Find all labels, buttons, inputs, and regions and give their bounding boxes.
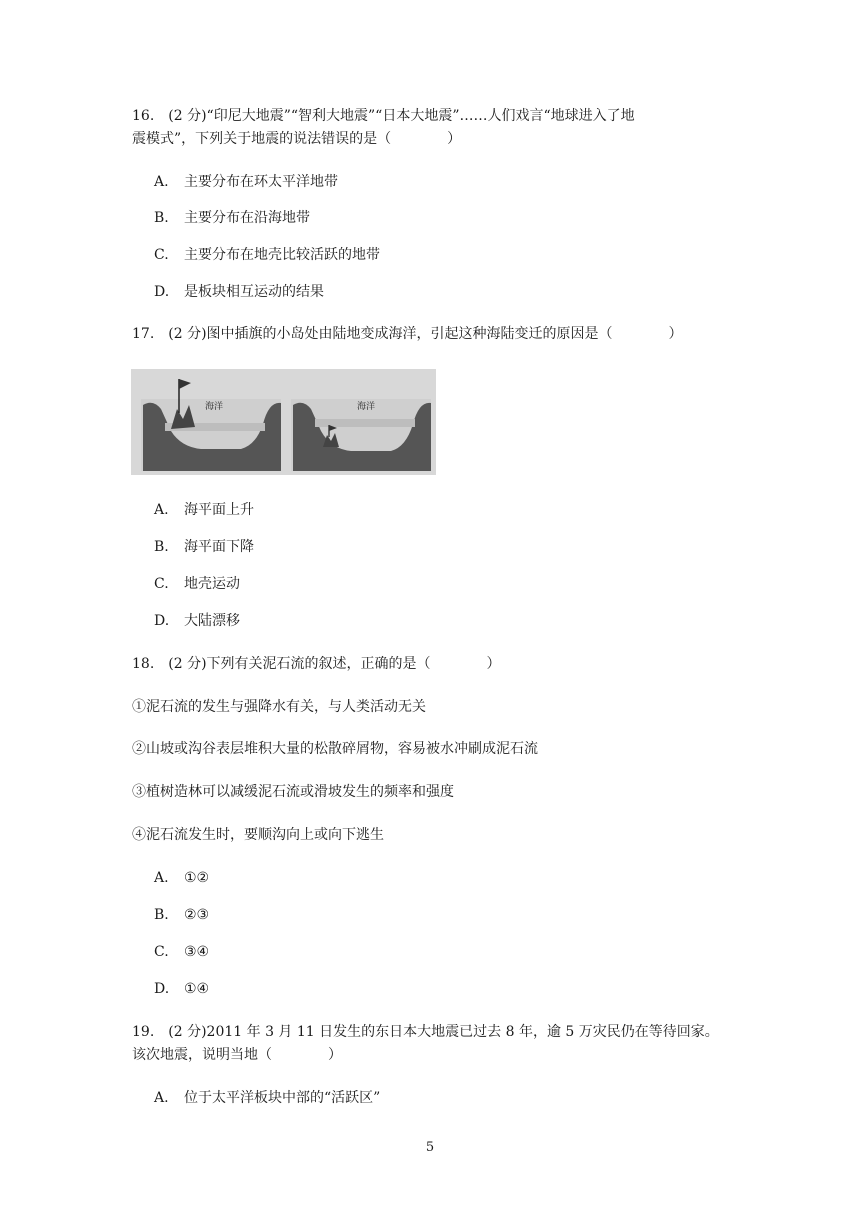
q18-stem: 18. (2 分)下列有关泥石流的叙述，正确的是（ ）	[132, 656, 501, 672]
sea-land-change-figure	[131, 369, 436, 475]
q18-statement-2: ②山坡或沟谷表层堆积大量的松散碎屑物，容易被水冲刷成泥石流	[132, 741, 538, 757]
option-text: 大陆漂移	[184, 613, 240, 629]
option-letter: A.	[154, 1090, 169, 1106]
q18-statement-4: ④泥石流发生时，要顺沟向上或向下逃生	[132, 827, 384, 843]
option-text: 地壳运动	[184, 576, 240, 592]
option-text: ③④	[184, 944, 210, 960]
left-ocean-label: 海洋	[205, 402, 224, 412]
option-letter: B.	[154, 907, 169, 923]
q18-statement-3: ③植树造林可以减缓泥石流或滑坡发生的频率和强度	[132, 784, 454, 800]
option-text: ②③	[184, 907, 210, 923]
q16-stem-line2: 震模式”，下列关于地震的说法错误的是（ ）	[132, 131, 462, 147]
q17-stem: 17. (2 分)图中插旗的小岛处由陆地变成海洋，引起这种海陆变迁的原因是（ ）	[132, 326, 683, 342]
option-letter: A.	[154, 870, 169, 886]
q18-option-a	[154, 868, 209, 888]
option-letter: B.	[154, 210, 169, 226]
q16-option-c	[154, 245, 380, 265]
q16-option-d	[154, 282, 324, 302]
option-letter: C.	[154, 247, 169, 263]
option-text: 位于太平洋板块中部的“活跃区”	[184, 1090, 381, 1106]
q16-option-a	[154, 172, 338, 192]
q18-statement-1: ①泥石流的发生与强降水有关，与人类活动无关	[132, 699, 426, 715]
option-letter: A.	[154, 502, 169, 518]
option-letter: D.	[154, 613, 170, 629]
option-text: ①②	[184, 870, 210, 886]
q19-stem-line1: 19. (2 分)2011 年 3 月 11 日发生的东日本大地震已过去 8 年，逾 5 万灾民仍在等待回家。	[132, 1024, 719, 1040]
option-letter: C.	[154, 576, 169, 592]
option-text: ①④	[184, 981, 210, 997]
q16-stem-line1: 16. (2 分)“印尼大地震”“智利大地震”“日本大地震”……人们戏言“地球进入了地	[132, 108, 635, 124]
option-text: 是板块相互运动的结果	[184, 284, 324, 300]
q17-option-d	[154, 611, 240, 631]
q17-option-c	[154, 574, 240, 594]
q18-option-b	[154, 905, 209, 925]
q16-option-b	[154, 208, 310, 228]
option-letter: B.	[154, 539, 169, 555]
q19-stem-line2: 该次地震，说明当地（ ）	[132, 1047, 342, 1063]
option-letter: D.	[154, 284, 170, 300]
q17-option-a	[154, 500, 254, 520]
option-letter: A.	[154, 174, 169, 190]
option-letter: D.	[154, 981, 170, 997]
page-number: 5	[425, 1140, 435, 1155]
option-text: 海平面下降	[184, 539, 254, 555]
q18-option-d	[154, 979, 209, 999]
option-letter: C.	[154, 944, 169, 960]
q19-option-a	[154, 1088, 380, 1108]
cross-section-illustration	[131, 369, 436, 475]
option-text: 海平面上升	[184, 502, 254, 518]
option-text: 主要分布在地壳比较活跃的地带	[184, 247, 380, 263]
q17-option-b	[154, 537, 254, 557]
q18-option-c	[154, 942, 209, 962]
option-text: 主要分布在沿海地带	[184, 210, 310, 226]
right-ocean-label: 海洋	[357, 402, 376, 412]
option-text: 主要分布在环太平洋地带	[184, 174, 338, 190]
